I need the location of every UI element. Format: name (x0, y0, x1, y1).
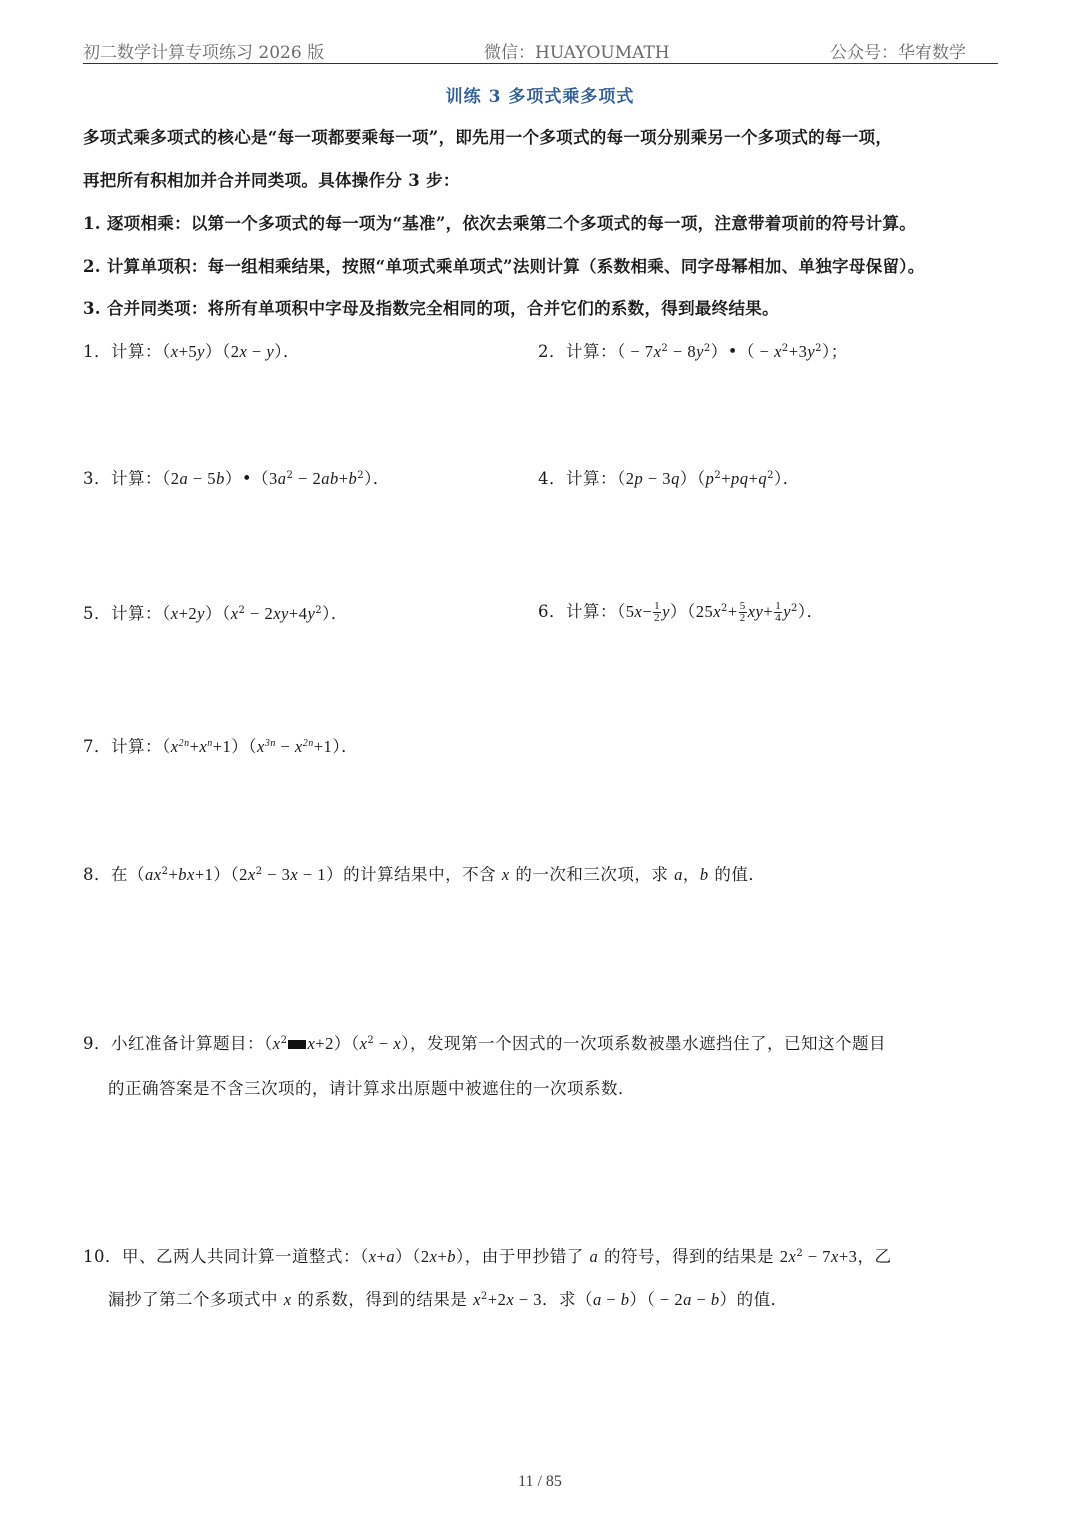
intro-line-1: 多项式乘多项式的核心是“每一项都要乘每一项”，即先用一个多项式的每一项分别乘另一个多项式的每一项， (83, 128, 893, 147)
intro-line-2: 再把所有积相加并合并同类项。具体操作分 3 步： (83, 171, 460, 190)
problem-10-line-2: 漏抄了第二个多项式中 x 的系数，得到的结果是 $x^2+2x - 3$．求（a − b）（ − 2a − b）的值． (108, 1290, 788, 1309)
section-title: 训练 3 多项式乘多项式 (445, 87, 635, 107)
fraction-five-halves: $\frac{5}{2}$ (739, 600, 746, 624)
header-rule (83, 63, 998, 64)
problem-2: 2．计算：（ − $7x^2$ − $8y^2)•( - x^2+3y^2)$； (538, 342, 848, 361)
problem-8: 8．在$(ax^2+bx+1)(2x^2 - 3x - 1)$的计算结果中，不含 x 的一次和三次项，求 a，b 的值． (83, 865, 766, 884)
problem-3: 3．计算：$(2a - 5b)•(3a^2 - 2ab+b^2)$． (83, 469, 390, 488)
ink-blot-icon (288, 1040, 306, 1049)
problem-7: 7．计算：$(x^{2n}+x^n+1)(x^{3n} - x^{2n}+1)$． (83, 737, 359, 756)
fraction-quarter: $\frac{1}{4}$ (775, 600, 782, 624)
header-center: 微信：HUAYOUMATH (484, 43, 670, 63)
problem-4: 4．计算：$(2p - 3q)(p^2+pq+q^2)$． (538, 469, 800, 488)
problem-6: 6．计算：（5x− $\frac{1}{2}$ $y)(25x^2+$ $\frac{5}{2}$ xy+ $\frac{1}{4}$ $y^2$）． (538, 600, 824, 624)
header-left: 初二数学计算专项练习 2026 版 (83, 43, 325, 63)
problem-1: 1．计算：（x+5y）（2x − y）． (83, 342, 300, 361)
problem-9-line-1: 9．小红准备计算题目：（$x^2$ $x+2)(x^2 - x)$，发现第一个因式的一次项系数被墨水遮挡住了，已知这个题目 (83, 1034, 886, 1053)
step-1: 1. 逐项相乘：以第一个多项式的每一项为“基准”，依次去乘第二个多项式的每一项，注意带着项前的符号计算。 (83, 214, 917, 233)
step-3: 3. 合并同类项：将所有单项积中字母及指数完全相同的项，合并它们的系数，得到最终结果。 (83, 299, 779, 318)
problem-5: 5．计算：$(x+2y)(x^2 - 2xy+4y^2)$． (83, 604, 348, 623)
header-right: 公众号：华宥数学 (830, 43, 966, 63)
problem-9-line-2: 的正确答案是不含三次项的，请计算求出原题中被遮住的一次项系数． (108, 1079, 635, 1098)
problem-10-line-1: 10．甲、乙两人共同计算一道整式：（x+a）（2x+b），由于甲抄错了 a 的符号，得到的结果是 $2x^2 - 7x+3$，乙 (83, 1247, 892, 1266)
step-2: 2. 计算单项积：每一组相乘结果，按照“单项式乘单项式”法则计算（系数相乘、同字母幂相加、单独字母保留）。 (83, 257, 925, 276)
page-number: 11 / 85 (518, 1473, 562, 1490)
fraction-half: $\frac{1}{2}$ (654, 600, 661, 624)
